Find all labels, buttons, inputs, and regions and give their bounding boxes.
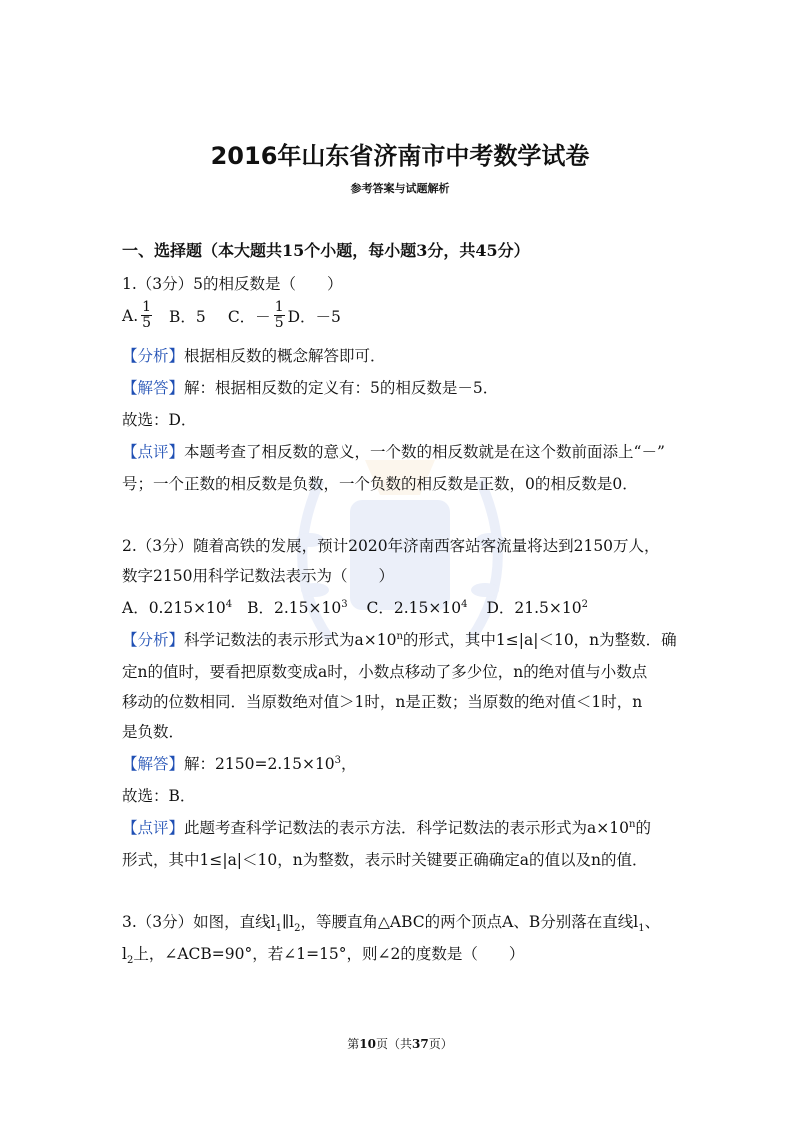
q2-option-a-exp: 4: [225, 598, 233, 610]
q2-stem-line2: 数字2150用科学记数法表示为（ ）: [122, 567, 394, 585]
q2-answer: [122, 752, 357, 774]
q3-stem-1a: 3.（3分）如图，直线l: [122, 913, 276, 931]
q2-answer-end: ，: [341, 755, 357, 773]
q1-option-a-fraction: [141, 300, 152, 331]
page-title: 2016年山东省济南市中考数学试卷: [210, 142, 590, 170]
q1-option-c-numerator: 1: [274, 299, 284, 315]
q1-option-d: D．－5: [287, 307, 341, 326]
footer-mid: 页（共: [375, 1037, 412, 1051]
q2-option-b-exp: 3: [341, 598, 348, 610]
q2-analysis-exp: n: [396, 630, 403, 642]
q1-comment: [122, 440, 665, 462]
q1-option-c-denominator: 5: [274, 315, 284, 331]
q2-choice: 故选：B．: [122, 787, 196, 805]
q2-option-d-text: D．21.5×10: [486, 599, 582, 617]
q2-analysis-line4: 是负数．: [122, 723, 185, 741]
q3-stem-1c: ，等腰直角△ABC的两个顶点A、B分别落在直线l: [300, 913, 639, 931]
q2-comment-exp: n: [628, 818, 636, 830]
q2-option-c: [367, 599, 468, 617]
q1-comment-tag: 【点评】: [122, 443, 185, 461]
q2-answer-text: 解：2150=2.15×10: [184, 755, 335, 773]
q2-comment-line2: 形式，其中1≤|a|＜10，n为整数，表示时关键要正确确定a的值以及n的值．: [122, 851, 648, 869]
q2-analysis-line3: 移动的位数相同．当原数绝对值＞1时，n是正数；当原数的绝对值＜1时，n: [122, 693, 643, 711]
q2-option-a: [122, 599, 232, 617]
q3-sub3: 1: [638, 923, 645, 935]
q2-analysis-line2: 定n的值时，要看把原数变成a时，小数点移动了多少位，n的绝对值与小数点: [122, 663, 648, 681]
q1-options: [122, 300, 341, 331]
q3-sub1: 1: [275, 923, 282, 935]
q2-stem-line1: 2.（3分）随着高铁的发展，预计2020年济南西客站客流量将达到2150万人，: [122, 537, 660, 555]
q1-option-a-numerator: 1: [142, 299, 152, 315]
footer-pre: 第: [347, 1037, 360, 1051]
q2-analysis-line1b: 的形式，其中1≤|a|＜10，n为整数．确: [402, 631, 677, 649]
page-footer: [0, 1035, 800, 1052]
q1-analysis-tag: 【分析】: [122, 347, 185, 365]
q2-analysis: [122, 628, 677, 650]
q2-option-b: [247, 599, 348, 617]
q3-stem-1b: ∥l: [281, 913, 295, 931]
q1-comment-line2: 号；一个正数的相反数是负数，一个负数的相反数是正数，0的相反数是0．: [122, 475, 638, 493]
q2-option-c-text: C．2.15×10: [366, 599, 462, 617]
q1-analysis: [122, 344, 386, 366]
q1-answer-tag: 【解答】: [122, 379, 185, 397]
q2-answer-exp: 3: [334, 754, 342, 766]
q3-stem-1d: 、: [644, 913, 661, 931]
footer-post: 页）: [428, 1037, 453, 1051]
q3-stem-2b: 上，∠ACB=90°，若∠1=15°，则∠2的度数是（ ）: [133, 945, 525, 963]
q1-option-a-label: A.: [122, 306, 139, 325]
q1-option-c-label: C．－: [227, 307, 271, 326]
q1-option-a-denominator: 5: [142, 315, 152, 331]
q2-comment-line1b: 的: [635, 819, 651, 837]
q2-analysis-tag: 【分析】: [122, 631, 185, 649]
q2-option-a-text: A．0.215×10: [122, 599, 226, 617]
q2-options: [122, 596, 588, 618]
q3-sub4: 2: [126, 955, 134, 967]
q2-option-d: [486, 599, 588, 617]
q2-comment-line1a: 此题考查科学记数法的表示方法．科学记数法的表示形式为a×10: [184, 819, 629, 837]
q3-stem-line2: [122, 942, 524, 966]
q1-option-c-fraction: [274, 300, 285, 331]
footer-total-pages: 37: [412, 1037, 429, 1051]
q1-stem: 1.（3分）5的相反数是（ ）: [122, 275, 343, 293]
q1-comment-line1: 本题考查了相反数的意义，一个数的相反数就是在这个数前面添上“－”: [184, 443, 665, 461]
q1-answer-text: 解：根据相反数的定义有：5的相反数是－5．: [184, 379, 499, 397]
q3-stem-line1: [122, 910, 660, 934]
q3-stem-2a: l: [122, 945, 127, 963]
q2-option-c-exp: 4: [461, 598, 468, 610]
q2-comment: [122, 816, 651, 838]
page-subtitle: 参考答案与试题解析: [350, 182, 450, 195]
q3-sub2: 2: [294, 923, 301, 935]
q2-option-b-text: B．2.15×10: [247, 599, 342, 617]
q1-option-b: B．5: [169, 307, 206, 326]
q2-answer-tag: 【解答】: [122, 755, 185, 773]
q1-answer: [122, 376, 498, 398]
q2-analysis-line1a: 科学记数法的表示形式为a×10: [184, 631, 397, 649]
q1-analysis-text: 根据相反数的概念解答即可．: [184, 347, 386, 365]
section-heading: 一、选择题（本大题共15个小题，每小题3分，共45分）: [122, 241, 530, 260]
q2-option-d-exp: 2: [581, 598, 588, 610]
q1-choice: 故选：D．: [122, 411, 197, 429]
q2-comment-tag: 【点评】: [122, 819, 185, 837]
footer-page-number: 10: [359, 1037, 376, 1051]
